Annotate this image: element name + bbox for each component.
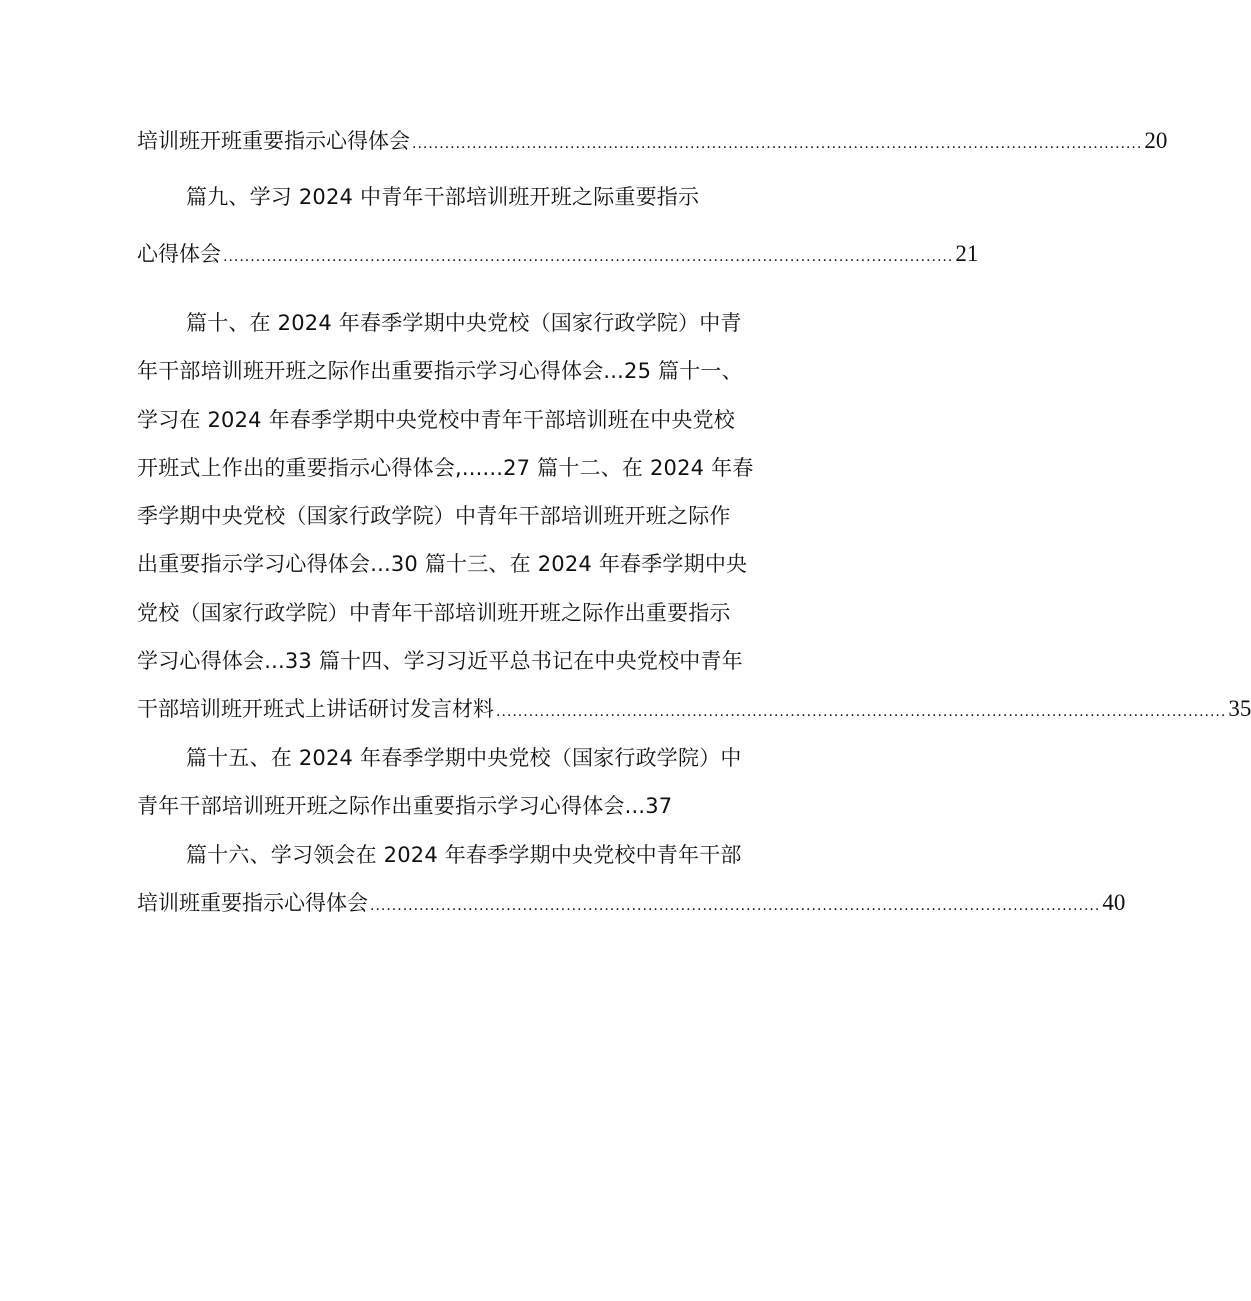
toc-entry-14-tail [137, 692, 1251, 726]
toc-page-number: 40 [1102, 890, 1126, 915]
toc-leader-dots: ...................................................................................................................................... [496, 704, 1227, 720]
toc-paragraph-line: 季学期中央党校（国家行政学院）中青年干部培训班开班之际作 [137, 504, 731, 528]
toc-entry-9-line1: 篇九、学习 2024 中青年干部培训班开班之际重要指示 [186, 185, 700, 209]
toc-entry-label: 心得体会 [137, 242, 221, 266]
toc-paragraph-line: 党校（国家行政学院）中青年干部培训班开班之际作出重要指示 [137, 601, 731, 625]
toc-entry-9-tail [137, 237, 979, 271]
toc-leader-dots: ...................................................................................................................................... [223, 249, 954, 265]
toc-leader-dots: ...................................................................................................................................... [370, 898, 1101, 914]
toc-paragraph-line: 学习在 2024 年春季学期中央党校中青年干部培训班在中央党校 [137, 408, 735, 432]
toc-page-number: 35 [1228, 696, 1251, 721]
toc-entry-label: 培训班开班重要指示心得体会 [137, 129, 410, 153]
toc-page-number: 21 [955, 241, 979, 266]
toc-paragraph-line: 篇十、在 2024 年春季学期中央党校（国家行政学院）中青 [186, 311, 742, 335]
toc-entry-8-tail [137, 124, 1168, 158]
toc-paragraph-line: 学习心得体会...33 篇十四、学习习近平总书记在中央党校中青年 [137, 649, 743, 673]
toc-paragraph-line: 开班式上作出的重要指示心得体会,......27 篇十二、在 2024 年春 [137, 456, 754, 480]
toc-paragraph-line: 年干部培训班开班之际作出重要指示学习心得体会...25 篇十一、 [137, 359, 743, 383]
toc-entry-15-line1: 篇十五、在 2024 年春季学期中央党校（国家行政学院）中 [186, 746, 742, 770]
toc-entry-16-tail [137, 886, 1126, 920]
toc-entry-label: 干部培训班开班式上讲话研讨发言材料 [137, 697, 494, 721]
toc-page-number: 20 [1144, 128, 1168, 153]
toc-leader-dots: ...................................................................................................................................... [412, 136, 1143, 152]
toc-entry-label: 培训班重要指示心得体会 [137, 891, 368, 915]
toc-paragraph-line: 出重要指示学习心得体会...30 篇十三、在 2024 年春季学期中央 [137, 552, 748, 576]
toc-entry-15-line2: 青年干部培训班开班之际作出重要指示学习心得体会...37 [137, 794, 673, 818]
toc-entry-16-line1: 篇十六、学习领会在 2024 年春季学期中央党校中青年干部 [186, 843, 742, 867]
